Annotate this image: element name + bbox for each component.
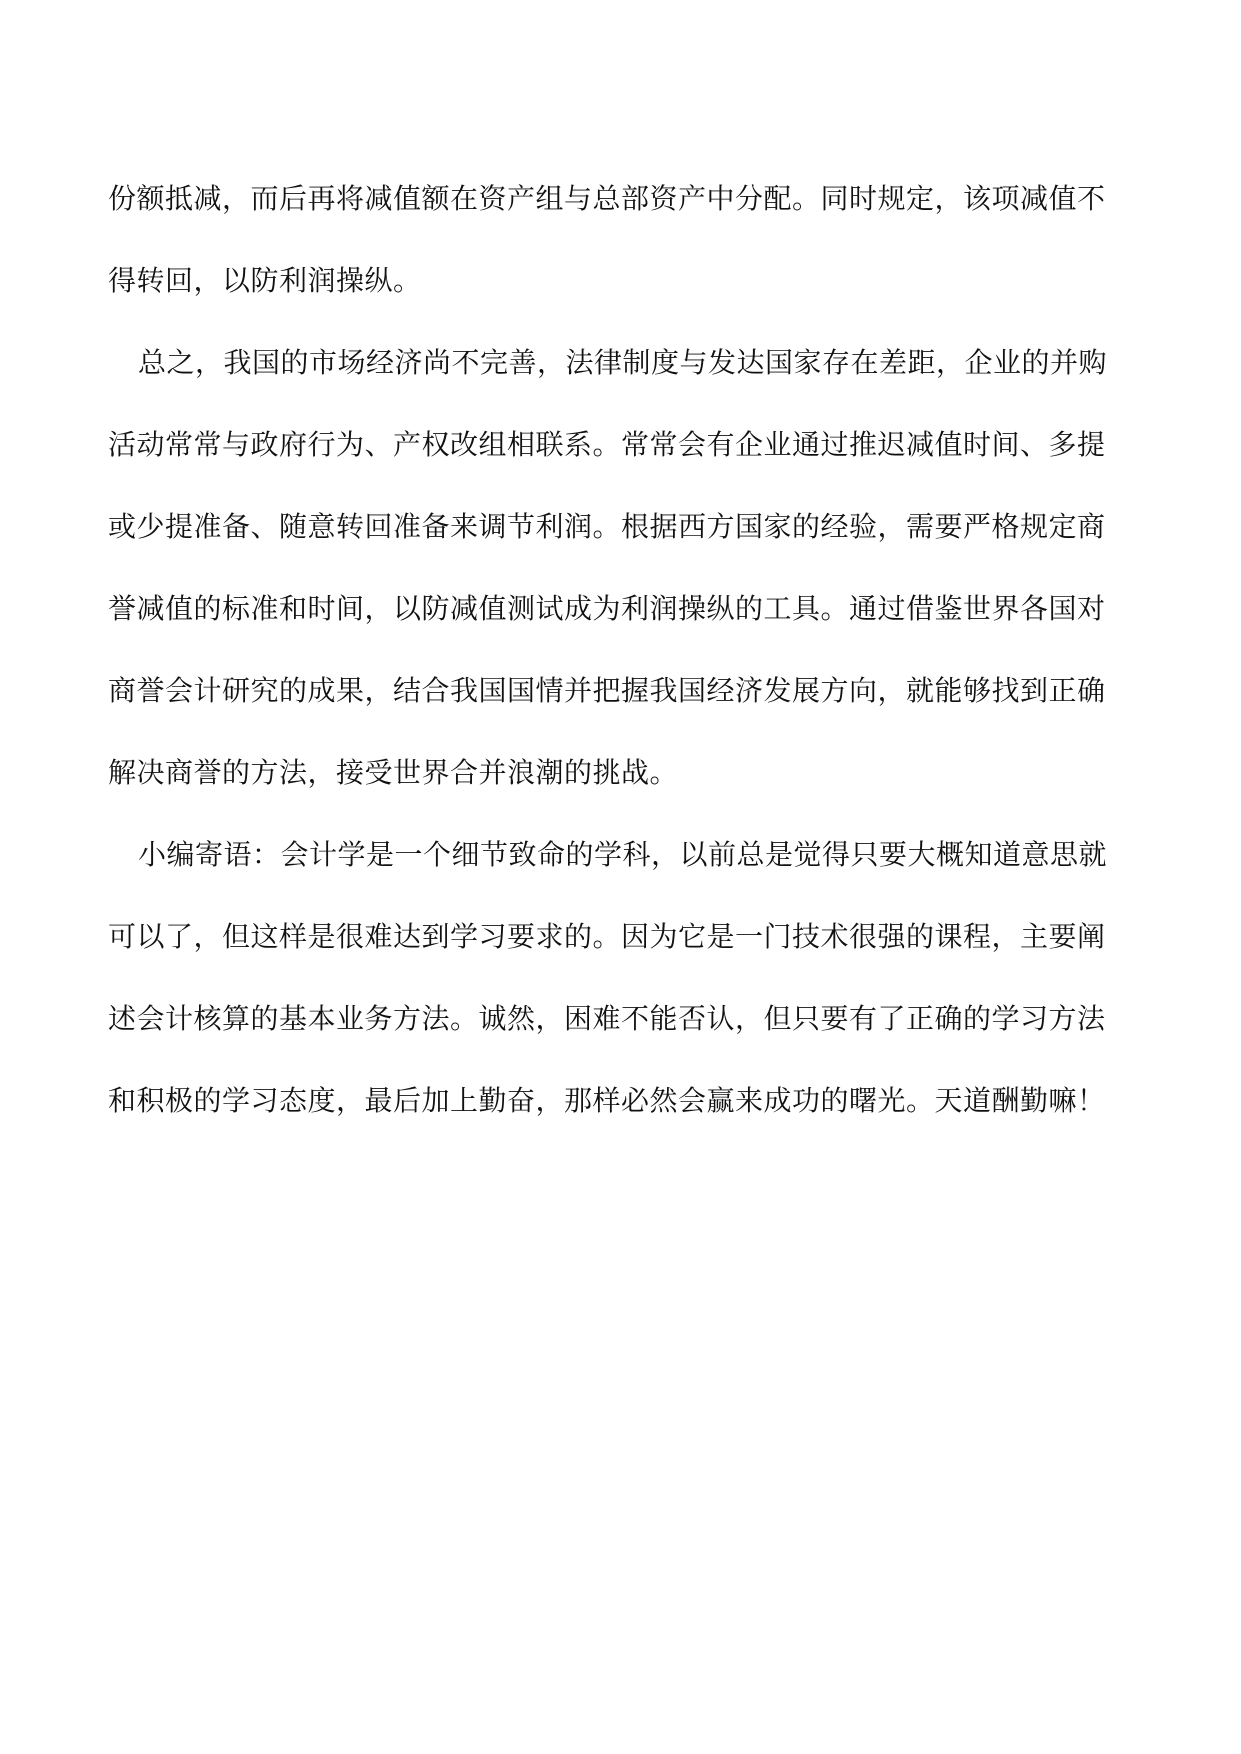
- text-line: 解决商誉的方法，接受世界合并浪潮的挑战。: [108, 756, 679, 789]
- text-line: 或少提准备、随意转回准备来调节利润。根据西方国家的经验，需要严格规定商: [108, 510, 1106, 543]
- text-line: 可以了，但这样是很难达到学习要求的。因为它是一门技术很强的课程，主要阐: [108, 920, 1106, 953]
- text-line: 总之，我国的市场经济尚不完善，法律制度与发达国家存在差距，企业的并购: [138, 346, 1108, 379]
- text-line: 和积极的学习态度，最后加上勤奋，那样必然会赢来成功的曙光。天道酬勤嘛！: [108, 1084, 1106, 1117]
- document-body: [108, 158, 1138, 1142]
- paragraph-editor-note: [108, 814, 1138, 1142]
- text-line: 份额抵减，而后再将减值额在资产组与总部资产中分配。同时规定，该项减值不: [108, 182, 1106, 215]
- text-line: 得转回，以防利润操纵。: [108, 264, 422, 297]
- text-line: 誉减值的标准和时间，以防减值测试成为利润操纵的工具。通过借鉴世界各国对: [108, 592, 1106, 625]
- paragraph-conclusion: [108, 322, 1138, 814]
- paragraph-goodwill-impairment-allocation: [108, 158, 1138, 322]
- text-line: 活动常常与政府行为、产权改组相联系。常常会有企业通过推迟减值时间、多提: [108, 428, 1106, 461]
- text-line: 商誉会计研究的成果，结合我国国情并把握我国经济发展方向，就能够找到正确: [108, 674, 1106, 707]
- text-line: 述会计核算的基本业务方法。诚然，困难不能否认，但只要有了正确的学习方法: [108, 1002, 1106, 1035]
- text-line: 小编寄语：会计学是一个细节致命的学科，以前总是觉得只要大概知道意思就: [138, 838, 1108, 871]
